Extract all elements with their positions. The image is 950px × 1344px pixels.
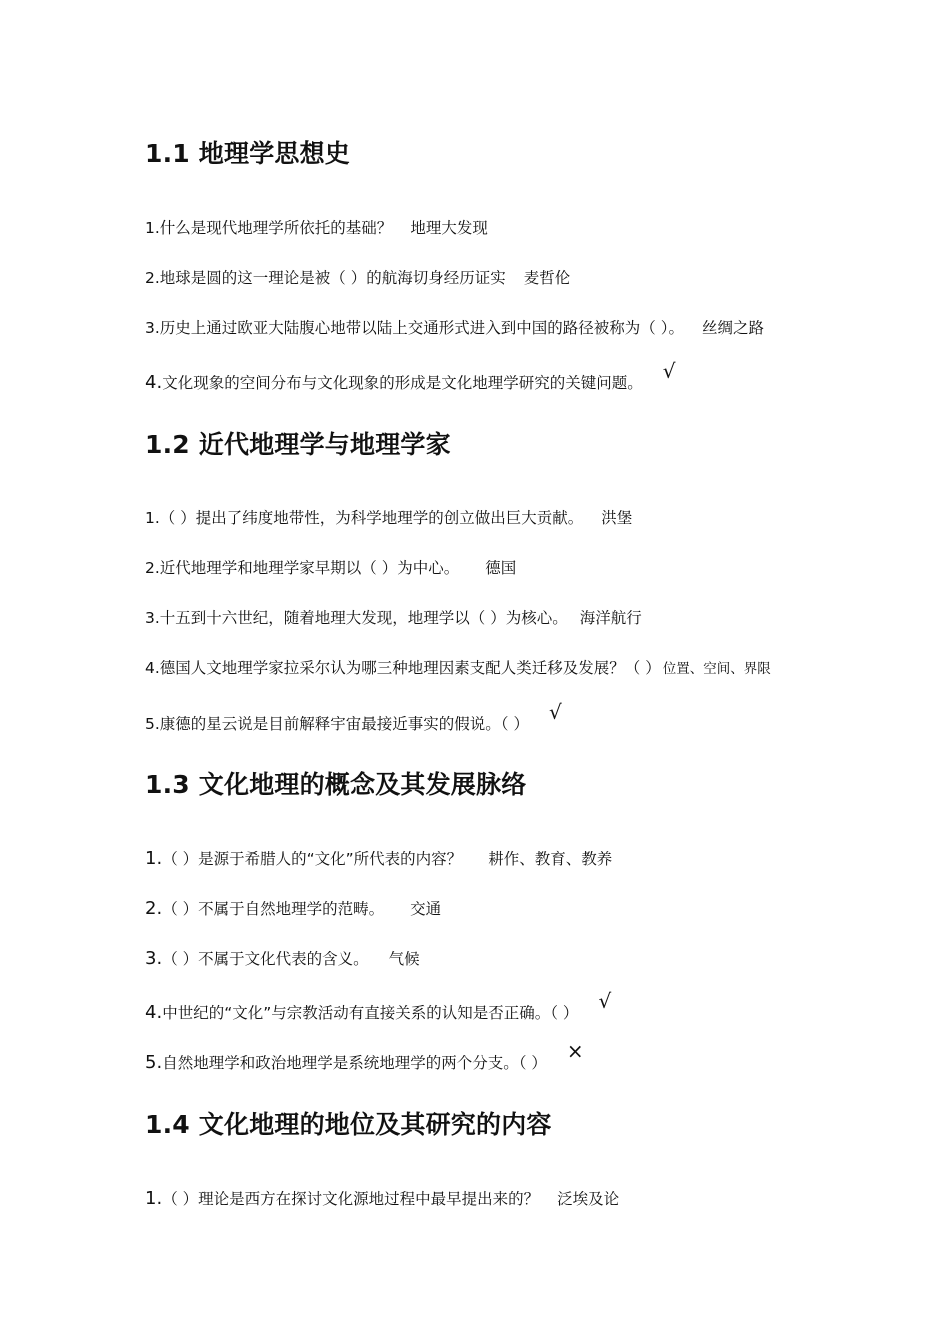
- question-text: 十五到十六世纪，随着地理大发现，地理学以（ ）为核心。: [159, 609, 568, 627]
- section-title-1-4: 1.4 文化地理的地位及其研究的内容: [145, 1110, 552, 1139]
- question-answer: 麦哲伦: [523, 269, 571, 287]
- question-number: 2.: [145, 269, 160, 287]
- question-text: 康德的星云说是目前解释宇宙最接近事实的假说。（ ）: [159, 715, 529, 733]
- question-text: 中世纪的“文化”与宗教活动有直接关系的认知是否正确。（ ）: [162, 1004, 579, 1022]
- question-1-1-4: [145, 359, 676, 394]
- question-answer: 地理大发现: [410, 219, 488, 237]
- question-1-4-1: [145, 1188, 619, 1210]
- question-1-1-1: [145, 219, 488, 238]
- question-1-2-3: [145, 609, 642, 628]
- question-text: 自然地理学和政治地理学是系统地理学的两个分支。（ ）: [162, 1054, 547, 1072]
- section-title-1-1: 1.1 地理学思想史: [145, 139, 350, 168]
- question-answer: 交通: [410, 900, 442, 918]
- question-1-3-1: [145, 848, 612, 870]
- question-text: （ ）不属于自然地理学的范畴。: [162, 900, 385, 918]
- question-number: 1.: [145, 848, 163, 869]
- question-answer: 洪堡: [601, 509, 633, 527]
- question-number: 1.: [145, 219, 160, 237]
- question-number: 4.: [145, 372, 163, 393]
- question-text: 什么是现代地理学所依托的基础？: [159, 219, 393, 237]
- question-number: 3.: [145, 948, 163, 969]
- question-number: 3.: [145, 609, 160, 627]
- question-number: 1.: [145, 509, 160, 527]
- section-title-1-2: 1.2 近代地理学与地理学家: [145, 430, 451, 459]
- question-answer: 德国: [485, 559, 517, 577]
- question-1-3-3: [145, 948, 420, 970]
- check-mark-answer: √: [662, 359, 676, 383]
- question-1-1-2: [145, 269, 570, 288]
- question-number: 5.: [145, 715, 160, 733]
- question-1-2-4: [145, 659, 771, 678]
- cross-mark-answer: ×: [566, 1039, 584, 1063]
- question-number: 1.: [145, 1188, 163, 1209]
- question-1-1-3: [145, 319, 764, 338]
- question-text: 文化现象的空间分布与文化现象的形成是文化地理学研究的关键问题。: [162, 374, 643, 392]
- question-1-3-2: [145, 898, 441, 920]
- question-number: 5.: [145, 1052, 163, 1073]
- question-answer: 海洋航行: [579, 609, 642, 627]
- question-text: （ ）不属于文化代表的含义。: [162, 950, 369, 968]
- question-text: （ ）理论是西方在探讨文化源地过程中最早提出来的？: [162, 1190, 540, 1208]
- question-text: （ ）提出了纬度地带性，为科学地理学的创立做出巨大贡献。: [159, 509, 584, 527]
- question-answer: 泛埃及论: [557, 1190, 620, 1208]
- question-1-2-5: [145, 700, 562, 734]
- question-text: （ ）是源于希腊人的“文化”所代表的内容？: [162, 850, 463, 868]
- question-1-3-4: [145, 989, 612, 1024]
- question-number: 4.: [145, 659, 160, 677]
- question-number: 2.: [145, 898, 163, 919]
- question-answer: 位置、空间、界限: [662, 661, 771, 677]
- section-title-1-3: 1.3 文化地理的概念及其发展脉络: [145, 770, 527, 799]
- question-text: 近代地理学和地理学家早期以（ ）为中心。: [159, 559, 460, 577]
- check-mark-answer: √: [548, 700, 562, 724]
- question-text: 地球是圆的这一理论是被（ ）的航海切身经历证实: [159, 269, 506, 287]
- question-1-2-2: [145, 559, 516, 578]
- question-text: 德国人文地理学家拉采尔认为哪三种地理因素支配人类迁移及发展？（ ）: [159, 659, 661, 677]
- question-number: 2.: [145, 559, 160, 577]
- question-number: 4.: [145, 1002, 163, 1023]
- question-number: 3.: [145, 319, 160, 337]
- question-1-2-1: [145, 509, 632, 528]
- question-answer: 耕作、教育、教养: [488, 850, 613, 868]
- question-1-3-5: [145, 1039, 584, 1074]
- question-answer: 丝绸之路: [701, 319, 764, 337]
- question-answer: 气候: [388, 950, 420, 968]
- question-text: 历史上通过欧亚大陆腹心地带以陆上交通形式进入到中国的路径被称为（ ）。: [159, 319, 684, 337]
- check-mark-answer: √: [598, 989, 612, 1013]
